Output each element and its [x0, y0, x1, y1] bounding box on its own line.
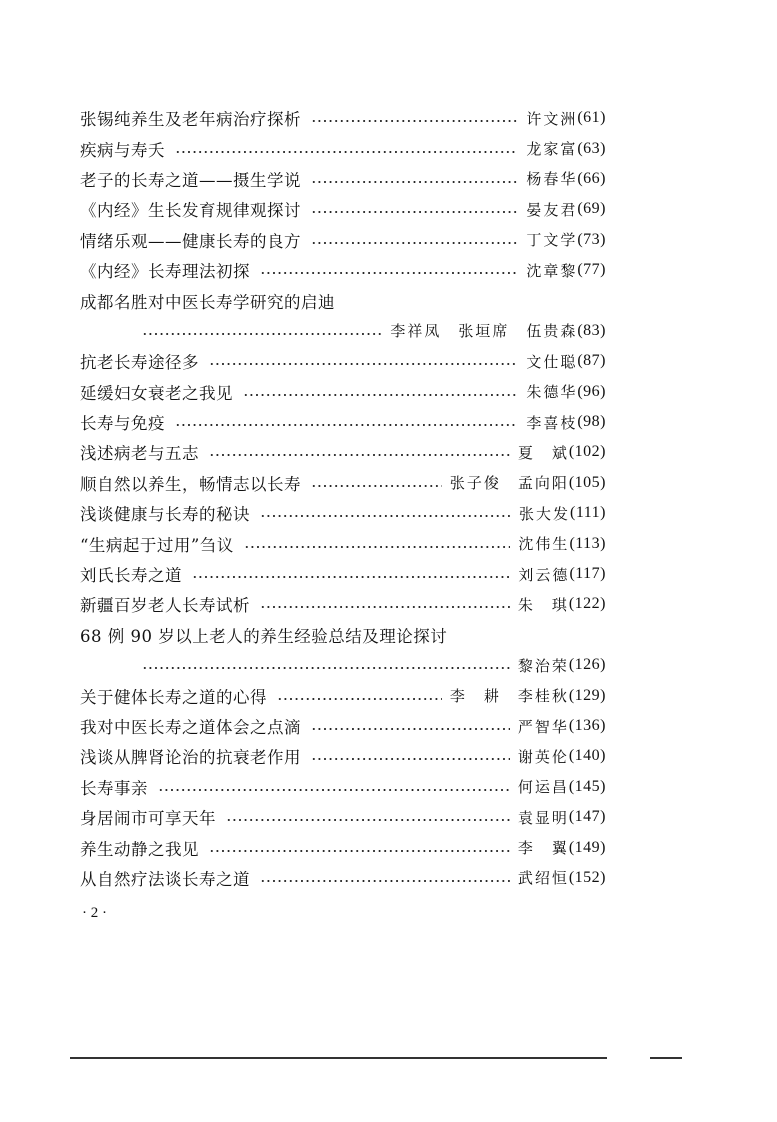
- dot-leader: [142, 666, 510, 670]
- entry-page: (83): [577, 321, 606, 339]
- dot-leader: [311, 727, 510, 731]
- dot-leader: [175, 423, 518, 427]
- entry-authors: 朱德华: [526, 383, 578, 402]
- entry-authors: 李祥凤 张垣席 伍贵森: [390, 322, 578, 341]
- entry-authors: 许文洲: [526, 109, 578, 128]
- toc-entry: [80, 772, 606, 802]
- entry-page: (113): [569, 534, 606, 552]
- toc-entry: [80, 863, 606, 893]
- dot-leader: [244, 545, 511, 549]
- entry-authors: 武绍恒: [517, 869, 569, 888]
- toc-entry: [80, 559, 606, 589]
- toc-entry-continuation: [80, 316, 606, 346]
- entry-page: (87): [577, 352, 606, 370]
- dot-leader: [209, 362, 518, 366]
- entry-page: (61): [577, 109, 606, 127]
- dot-leader: [311, 757, 510, 761]
- entry-authors: 刘云德: [518, 565, 570, 584]
- toc-entry: [80, 133, 606, 163]
- toc-entry: [80, 407, 606, 437]
- entry-authors: 沈伟生: [518, 535, 570, 554]
- entry-page: (122): [568, 595, 606, 613]
- scan-rule-line: [650, 1057, 682, 1059]
- dot-leader: [260, 879, 510, 883]
- entry-page: (111): [570, 504, 606, 522]
- entry-authors: 张子俊 孟向阳: [449, 474, 569, 493]
- toc-entry: [80, 589, 606, 619]
- entry-page: (102): [568, 443, 606, 461]
- entry-page: (129): [568, 686, 606, 704]
- entry-title: 68 例 90 岁以上老人的养生经验总结及理论探讨: [80, 626, 448, 646]
- entry-authors: 丁文学: [526, 231, 578, 250]
- toc-entry: [80, 528, 606, 558]
- dot-leader: [158, 788, 510, 792]
- toc-entry: [80, 498, 606, 528]
- toc-entry: [80, 255, 606, 285]
- entry-title: 浅谈从脾肾论治的抗衰老作用: [80, 748, 301, 768]
- entry-authors: 夏 斌: [517, 443, 569, 462]
- toc-entry: [80, 437, 606, 467]
- entry-title: 刘氏长寿之道: [80, 566, 182, 586]
- entry-authors: 袁显明: [517, 808, 569, 827]
- entry-page: (126): [568, 656, 606, 674]
- entry-title: 张锡纯养生及老年病治疗探析: [80, 110, 301, 130]
- entry-title: 养生动静之我见: [80, 839, 199, 859]
- entry-title: 顺自然以养生，畅情志以长寿: [80, 474, 301, 494]
- toc-entry: [80, 225, 606, 255]
- entry-page: (77): [577, 261, 606, 279]
- toc-entry: [80, 164, 606, 194]
- toc-entry: [80, 620, 606, 650]
- entry-page: (69): [577, 200, 606, 218]
- dot-leader: [226, 818, 510, 822]
- table-of-contents: [80, 103, 606, 893]
- entry-page: (117): [569, 565, 606, 583]
- entry-authors: 沈章黎: [526, 261, 578, 280]
- entry-authors: 朱 琪: [517, 595, 569, 614]
- dot-leader: [311, 119, 518, 123]
- entry-title: 从自然疗法谈长寿之道: [80, 869, 250, 889]
- entry-page: (63): [577, 139, 606, 157]
- dot-leader: [192, 575, 510, 579]
- toc-entry: [80, 802, 606, 832]
- dot-leader: [209, 849, 510, 853]
- toc-entry: [80, 377, 606, 407]
- entry-page: (140): [568, 747, 606, 765]
- dot-leader: [311, 241, 518, 245]
- entry-title: 延缓妇女衰老之我见: [80, 383, 233, 403]
- entry-title: 浅谈健康与长寿的秘诀: [80, 505, 250, 525]
- entry-page: (73): [577, 230, 606, 248]
- entry-title: 新疆百岁老人长寿试析: [80, 596, 250, 616]
- toc-entry: [80, 346, 606, 376]
- entry-title: 我对中医长寿之道体会之点滴: [80, 718, 301, 737]
- toc-entry: [80, 711, 606, 741]
- entry-title: 长寿与免疫: [80, 414, 165, 434]
- scan-rule-line: [70, 1057, 607, 1059]
- entry-authors: 严智华: [517, 717, 569, 736]
- entry-title: 抗老长寿途径多: [80, 353, 199, 373]
- entry-title: 身居闹市可享天年: [80, 809, 216, 829]
- entry-page: (136): [568, 717, 606, 734]
- entry-authors: 晏友君: [526, 200, 578, 219]
- entry-title: 情绪乐观——健康长寿的良方: [80, 231, 301, 251]
- dot-leader: [209, 453, 510, 457]
- toc-entry: [80, 103, 606, 133]
- entry-authors: 李喜枝: [526, 413, 578, 432]
- entry-title: “生病起于过用”刍议: [80, 535, 234, 555]
- toc-entry: [80, 741, 606, 771]
- entry-authors: 李 耕 李桂秋: [449, 687, 569, 706]
- entry-title: 长寿事亲: [80, 778, 148, 798]
- entry-page: (66): [577, 169, 606, 187]
- toc-entry: [80, 194, 606, 224]
- dot-leader: [243, 393, 518, 397]
- dot-leader: [311, 210, 518, 214]
- entry-authors: 文仕聪: [526, 352, 578, 371]
- dot-leader: [277, 697, 442, 701]
- dot-leader: [175, 150, 518, 154]
- toc-entry: [80, 468, 606, 498]
- entry-page: (152): [568, 868, 606, 886]
- entry-page: (147): [568, 808, 606, 826]
- dot-leader: [260, 605, 510, 609]
- entry-authors: 黎治荣: [517, 656, 569, 675]
- entry-title: 关于健体长寿之道的心得: [80, 687, 267, 707]
- dot-leader: [142, 332, 382, 336]
- toc-entry: [80, 285, 606, 315]
- entry-title: 老子的长寿之道——摄生学说: [80, 170, 301, 190]
- entry-page: (98): [577, 413, 606, 431]
- entry-page: (145): [568, 777, 606, 795]
- entry-title: 浅述病老与五志: [80, 444, 199, 464]
- entry-page: (149): [568, 838, 606, 856]
- entry-authors: 李 翼: [517, 839, 569, 858]
- entry-title: 成都名胜对中医长寿学研究的启迪: [80, 292, 335, 312]
- dot-leader: [311, 180, 518, 184]
- entry-authors: 龙家富: [526, 140, 578, 159]
- entry-authors: 谢英伦: [517, 747, 569, 766]
- entry-page: (105): [568, 473, 606, 491]
- toc-entry: [80, 832, 606, 862]
- dot-leader: [260, 271, 518, 275]
- dot-leader: [311, 484, 442, 488]
- entry-title: 疾病与寿夭: [80, 140, 165, 160]
- entry-authors: 张大发: [519, 504, 571, 523]
- toc-entry-continuation: [80, 650, 606, 680]
- entry-authors: 杨春华: [526, 170, 578, 189]
- dot-leader: [260, 514, 511, 518]
- entry-title: 《内经》长寿理法初探: [80, 262, 250, 282]
- entry-title: 《内经》生长发育规律观探讨: [80, 201, 301, 221]
- entry-authors: 何运昌: [517, 778, 569, 797]
- entry-page: (96): [577, 382, 606, 400]
- page-number: · 2 ·: [82, 905, 107, 921]
- toc-entry: [80, 680, 606, 710]
